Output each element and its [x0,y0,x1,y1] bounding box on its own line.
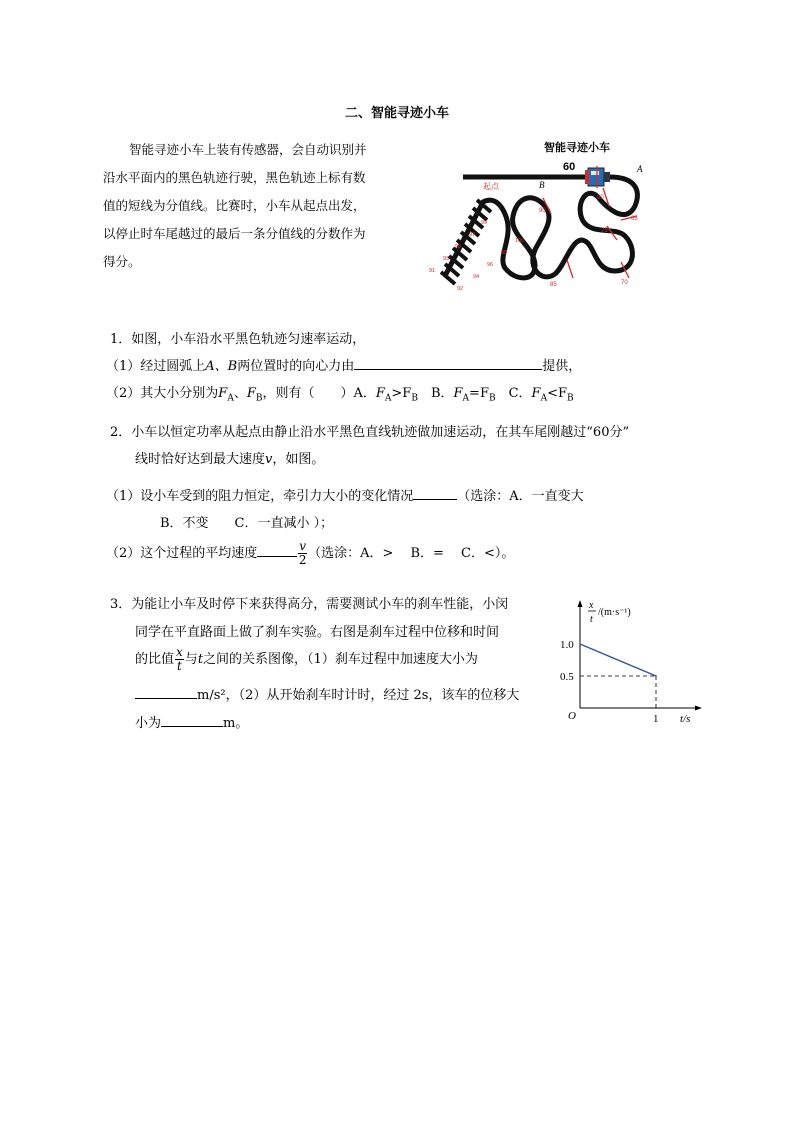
y-label-den: t [590,614,593,625]
ladder-score: 91 [429,268,436,274]
score-label: 80 [597,195,604,201]
data-point [655,675,657,677]
point-a-label: A [637,164,643,174]
ladder-score: 100 [515,238,525,244]
y-label-num: x [589,600,594,611]
ladder-score: 93 [443,256,450,262]
data-line [580,644,656,676]
page-title: 二、智能寻迹小车 [344,106,449,121]
intro-line: 智能寻迹小车上装有传感器，会自动识别并 [129,142,367,157]
ladder-score: 99 [481,220,488,226]
point-b-label: B [539,180,545,190]
data-point [579,643,581,645]
q3-line3: 的比值 $\frac{x}{t}$ 与t之间的关系图像，（1）刹车过程中加速度大小为 [135,645,478,673]
score-60-label: 60 [563,161,576,173]
track-figure-title: 智能寻迹小车 [544,141,610,154]
q3-line2: 同学在平直路面上做了刹车实验。右图是刹车过程中位移和时间 [135,625,500,640]
y-label-unit: /(m·s⁻¹) [598,607,631,618]
ladder-score: 96 [487,262,494,268]
ladder-score: 94 [473,274,480,280]
start-label: 起点 [483,182,499,191]
intro-paragraph [103,136,403,276]
answer-blank[interactable] [413,486,457,500]
q2-stem-line1: 2．小车以恒定功率从起点由静止沿水平黑色直线轨迹做加速运动，在其车尾刚越过“60分” [110,425,630,440]
x-tick-label: 1 [653,713,659,725]
ladder-score: 98 [501,250,508,256]
y-axis-label [588,600,631,625]
origin-label: O [568,710,576,722]
ladder-score: 97 [469,232,476,238]
q2-part2: （2）这个过程的平均速度 $\frac{v}{2}$ （选涂：A．> B．= C．<）。 [106,539,515,567]
ladder-score: 95 [455,244,462,250]
v-over-2-fraction: $\frac{v}{2}$ [298,539,307,567]
y-tick-label: 0.5 [560,671,574,683]
q2-part1-options: B．不变 C．一直减小 ）； [160,516,334,531]
x-axis-arrow [695,706,702,711]
q1-stem: 1．如图，小车沿水平黑色轨迹匀速率运动， [110,332,366,347]
x-axis-label: t/s [680,713,691,725]
q2-stem-line2: 线时恰好达到最大速度v，如图。 [135,452,325,467]
q3-line4: m/s²，（2）从开始刹车时计时，经过 2s，该车的位移大 [135,684,519,703]
y-axis-arrow [578,600,583,607]
q2-part1: （1）设小车受到的阻力恒定，牵引力大小的变化情况 （选涂：A．一直变大 [106,485,584,504]
answer-blank[interactable] [161,713,223,727]
track-figure [425,136,665,296]
xt-graph [548,596,708,736]
q1-part2: （2）其大小分别为$F_A$、$F_B$，则有（ ）A．$F_A>F_B$ B．$F_A=F_B$ C．$F_A<F_B$ [106,386,574,404]
score-label: 70 [621,280,628,286]
y-tick-label: 1.0 [560,639,574,651]
answer-blank[interactable] [135,685,197,699]
intro-line: 以停止时车尾越过的最后一条分值线的分数作为 [103,226,366,241]
score-label: 65 [631,216,638,222]
score-label: 75 [601,228,608,234]
answer-blank[interactable] [354,356,542,370]
intro-line: 值的短线为分值线。比赛时，小车从起点出发， [103,198,366,213]
intro-line: 沿水平面内的黑色轨迹行驶，黑色轨迹上标有数 [103,170,366,185]
score-label: 85 [550,282,557,288]
x-over-t-fraction: $\frac{x}{t}$ [176,645,183,673]
intro-line: 得分。 [103,254,141,269]
q3-line1: 3．为能让小车及时停下来获得高分，需要测试小车的刹车性能，小闵 [110,597,509,612]
q1-part1: （1）经过圆弧上A、B两位置时的向心力由 提供， [106,355,581,374]
q3-line5: 小为 m。 [135,712,248,731]
ladder-score: 92 [457,286,464,292]
answer-blank[interactable] [257,543,297,557]
score-label: 90 [539,208,546,214]
